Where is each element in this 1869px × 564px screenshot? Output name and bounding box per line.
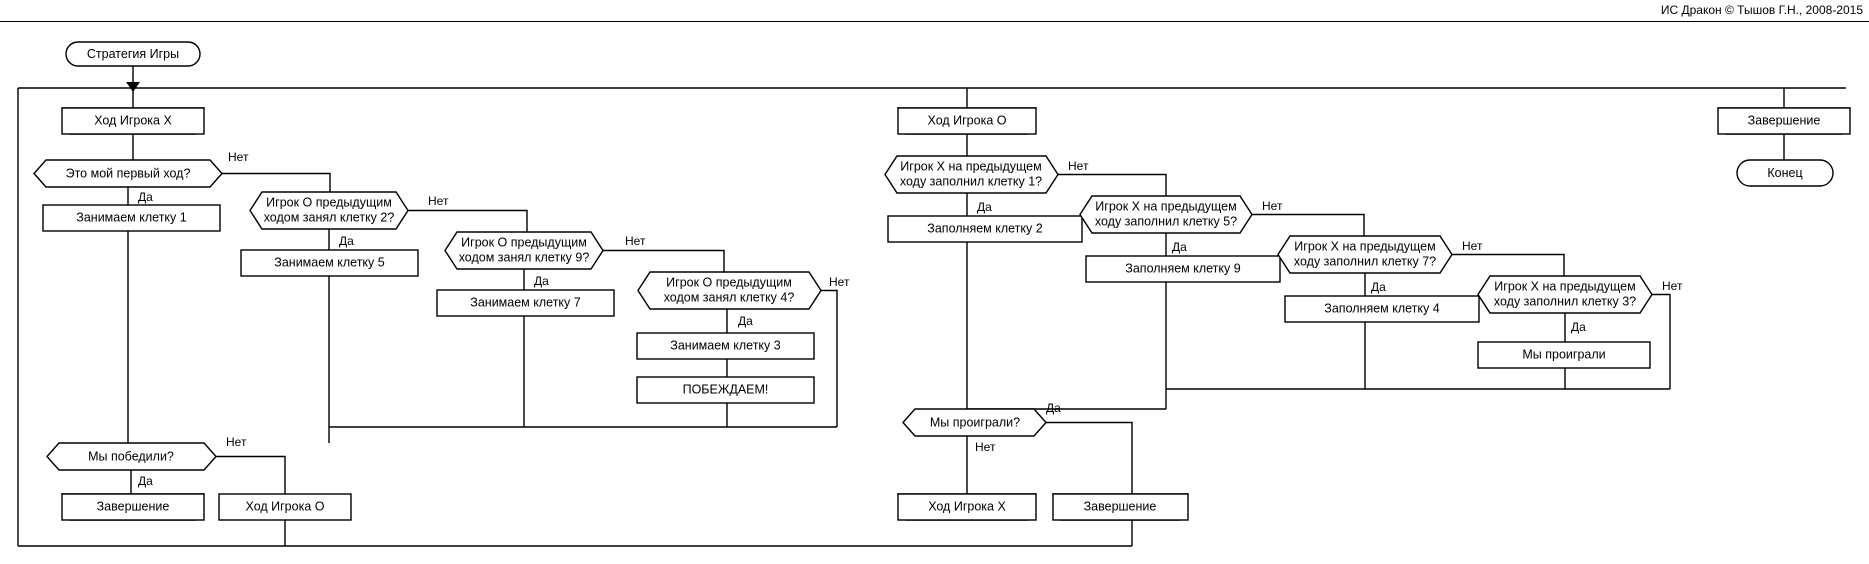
node-x-next[interactable] [219,494,351,520]
label-x-q3-no: Нет [625,234,646,249]
node-branch-end-label: Завершение [1747,113,1821,128]
node-x-a2-label: Занимаем клетку 5 [274,255,385,270]
node-o-next-label: Ход Игрока X [928,499,1006,514]
label-x-q5-yes: Да [138,474,153,489]
label-x-q4-yes: Да [738,314,753,329]
node-branch-o-label: Ход Игрока О [927,113,1007,128]
label-x-q5-no: Нет [226,435,247,450]
label-o-q2-no: Нет [1262,199,1283,214]
node-x-a4[interactable] [637,333,814,359]
node-o-end[interactable] [1053,494,1188,520]
label-x-q2-no: Нет [428,194,449,209]
node-o-a3[interactable] [1285,296,1479,322]
node-x-a1-label: Занимаем клетку 1 [76,210,187,225]
node-x-q4-label-line2: ходом занял клетку 4? [663,290,795,305]
label-o-q5-no: Нет [975,440,996,455]
node-o-q4-label-line1: Игрок X на предыдущем [1494,279,1636,294]
copyright-label: ИС Дракон © Тышов Г.Н., 2008-2015 [1660,3,1863,17]
node-x-q3[interactable] [445,232,603,269]
node-branch-x[interactable] [62,108,204,134]
node-title-label: Стратегия Игры [86,46,180,61]
node-o-a3-label: Заполняем клетку 4 [1324,301,1440,316]
node-x-end-label: Завершение [96,499,170,514]
label-o-q3-no: Нет [1462,239,1483,254]
node-x-q1-label: Это мой первый ход? [65,166,191,181]
node-o-q4-label-line2: ходу заполнил клетку 3? [1493,294,1637,309]
label-o-q4-yes: Да [1571,320,1586,335]
node-o-q5-label: Мы проиграли? [929,415,1021,430]
node-branch-x-label: Ход Игрока X [94,113,172,128]
node-x-end[interactable] [62,494,204,520]
node-x-next-label: Ход Игрока О [245,499,325,514]
label-x-q1-yes: Да [138,190,153,205]
node-o-q2-label-line2: ходу заполнил клетку 5? [1094,214,1238,229]
node-o-q1[interactable] [885,156,1058,193]
node-x-q3-label-line2: ходом занял клетку 9? [458,250,590,265]
node-x-q1[interactable] [34,160,222,187]
node-o-a2[interactable] [1086,256,1280,282]
node-o-q1-label-line2: ходу заполнил клетку 1? [899,174,1043,189]
label-x-q3-yes: Да [534,274,549,289]
node-title[interactable] [66,42,200,66]
label-o-q3-yes: Да [1371,280,1386,295]
node-branch-end[interactable] [1718,108,1850,134]
node-o-q5[interactable] [903,409,1046,436]
node-o-a4-label: Мы проиграли [1522,347,1606,362]
node-o-q2[interactable] [1080,196,1252,233]
label-x-q4-no: Нет [829,275,850,290]
node-o-a4[interactable] [1478,342,1650,368]
node-o-next[interactable] [898,494,1036,520]
node-x-a3-label: Занимаем клетку 7 [470,295,581,310]
node-x-q2[interactable] [250,192,408,229]
label-o-q1-yes: Да [977,200,992,215]
node-x-win-label: ПОБЕЖДАЕМ! [682,382,769,397]
node-x-win[interactable] [637,377,814,403]
node-o-q3-label-line1: Игрок X на предыдущем [1294,239,1436,254]
node-x-q2-label-line1: Игрок О предыдущим [266,195,392,210]
node-x-q5[interactable] [47,443,216,470]
node-x-q5-label: Мы победили? [88,449,174,464]
label-o-q5-yes: Да [1046,401,1061,416]
label-x-q2-yes: Да [339,234,354,249]
node-o-end-label: Завершение [1083,499,1157,514]
node-x-q2-label-line2: ходом занял клетку 2? [263,210,395,225]
node-x-a2[interactable] [241,250,418,276]
node-x-a1[interactable] [43,205,220,231]
node-branch-o[interactable] [898,108,1036,134]
label-o-q2-yes: Да [1172,240,1187,255]
label-o-q4-no: Нет [1662,279,1683,294]
node-o-q1-label-line1: Игрок X на предыдущем [900,159,1042,174]
node-o-a1[interactable] [888,216,1082,242]
node-x-q4-label-line1: Игрок О предыдущим [666,275,792,290]
node-x-a3[interactable] [437,290,614,316]
node-o-a2-label: Заполняем клетку 9 [1125,261,1241,276]
node-o-a1-label: Заполняем клетку 2 [927,221,1043,236]
label-x-q1-no: Нет [228,150,249,165]
node-konec[interactable] [1737,160,1833,186]
node-konec-label: Конец [1767,165,1803,180]
node-o-q2-label-line1: Игрок X на предыдущем [1095,199,1237,214]
node-o-q3-label-line2: ходу заполнил клетку 7? [1293,254,1437,269]
label-o-q1-no: Нет [1068,159,1089,174]
node-o-q3[interactable] [1278,236,1452,273]
node-x-a4-label: Занимаем клетку 3 [670,338,781,353]
node-x-q4[interactable] [638,272,821,309]
node-x-q3-label-line1: Игрок О предыдущим [461,235,587,250]
node-o-q4[interactable] [1478,276,1652,313]
